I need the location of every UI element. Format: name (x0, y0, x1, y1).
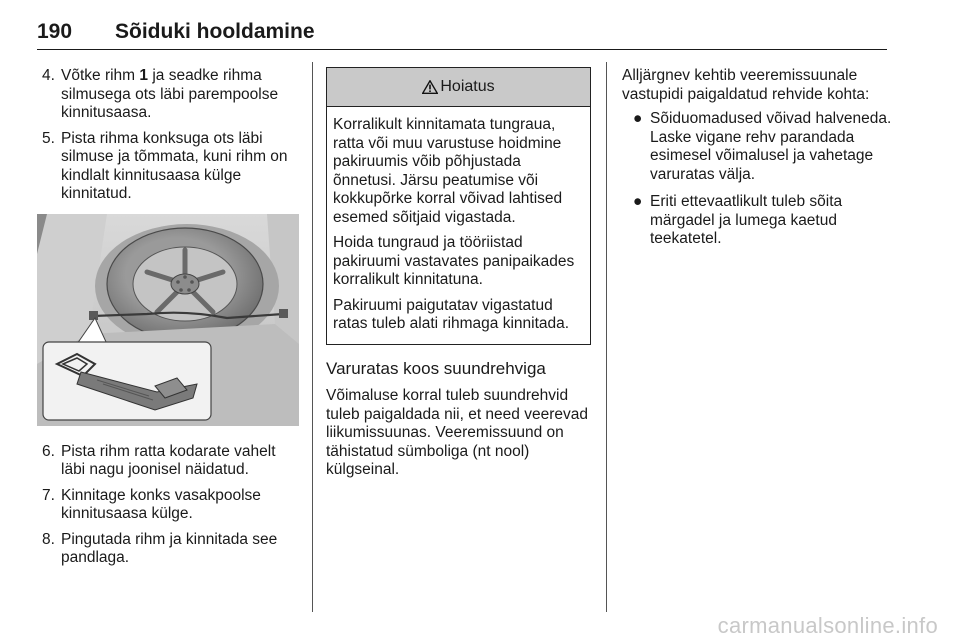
right-column (622, 67, 892, 258)
page-header (37, 20, 887, 50)
watermark: carmanualsonline.info (717, 613, 938, 638)
list-item: ● Eriti ettevaatlikult tuleb sõita märgadel ja lumega kaetud teekatetel. (633, 193, 843, 247)
warning-paragraph: Pakiruumi paigutatav vigastatud ratas tuleb alati rihmaga kinnitada. (333, 296, 570, 332)
page-number: 190 (37, 20, 73, 43)
warning-triangle-icon (422, 80, 438, 94)
steps-list-bottom (37, 443, 299, 568)
warning-header (327, 68, 590, 107)
list-item: 4. Võtke rihm 1 ja seadke rihma silmusega ots läbi parempoolse kinnitusaasa. (42, 67, 279, 121)
steps-list-top (37, 67, 299, 204)
list-item: 8. Pingutada rihm ja kinnitada see pandlaga. (42, 530, 278, 566)
warning-body (327, 107, 590, 344)
section-paragraph: Võimaluse korral tuleb suundrehvid tuleb paigaldada nii, et need veerevad liikumissuunas. Veeremissuund on tähistatud sümboliga (nt nool) külgseinal. (326, 387, 588, 478)
list-item: 7. Kinnitage konks vasakpoolse kinnitusaasa külge. (42, 486, 261, 522)
intro-paragraph: Alljärgnev kehtib veeremissuunale vastupidi paigaldatud rehvide kohta: (622, 67, 870, 103)
warning-paragraph: Korralikult kinnitamata tungraua, ratta või muu varustuse hoidmine pakiruumis võib põhjustada õnnetusi. Järsu peatumise või kokkupõrke korral võivad lahtised esemed sõitjaid vigastada. (333, 116, 563, 226)
warning-box (326, 67, 591, 345)
left-column (37, 67, 299, 575)
column-divider-2 (606, 62, 607, 612)
middle-column (326, 67, 591, 480)
list-item: ● Sõiduomadused võivad halveneda. Laske vigane rehv parandada esimesel võimalusel ja vahetage varuratas välja. (633, 110, 892, 183)
header-rule (37, 49, 887, 50)
list-item: 6. Pista rihm ratta kodarate vahelt läbi nagu joonisel näidatud. (42, 442, 276, 478)
spare-wheel-strap-illustration (37, 214, 299, 426)
bullet-list (622, 110, 892, 249)
list-item: 5. Pista rihma konksuga ots läbi silmuse ja tõmmata, kuni rihm on kindlalt kinnitusaasa külge kinnitatud. (42, 129, 288, 202)
bullet-icon: ● (633, 193, 643, 210)
bullet-icon: ● (633, 110, 643, 127)
section-heading: Varuratas koos suundrehviga (326, 358, 546, 378)
column-divider-1 (312, 62, 313, 612)
warning-paragraph: Hoida tungraud ja tööriistad pakiruumi vastavates panipaikades korralikult kinnitatuna. (333, 234, 575, 288)
page-title: Sõiduki hooldamine (115, 20, 315, 43)
warning-title: Hoiatus (440, 77, 495, 95)
callout-number: 1 (139, 67, 149, 84)
